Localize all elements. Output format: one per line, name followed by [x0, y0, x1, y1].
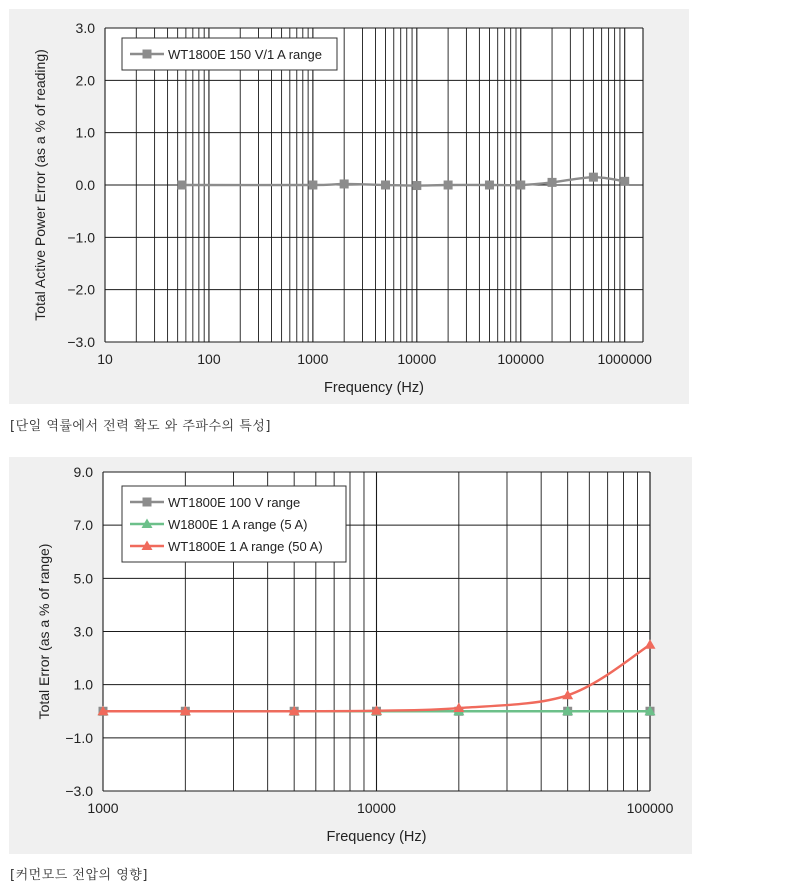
data-point: [620, 177, 629, 186]
legend-label: WT1800E 150 V/1 A range: [168, 47, 322, 62]
x-tick-label: 1000000: [597, 351, 652, 367]
data-point: [308, 181, 317, 190]
data-point: [589, 173, 598, 182]
y-tick-label: 0.0: [75, 177, 95, 193]
y-tick-label: −1.0: [67, 229, 95, 246]
y-tick-label: 1.0: [75, 124, 95, 141]
x-tick-label: 1000: [297, 351, 329, 367]
x-tick-label: 100000: [497, 351, 545, 367]
legend: [122, 38, 337, 70]
x-tick-label: 1000: [87, 800, 119, 816]
legend: [122, 486, 346, 562]
x-axis-title: Frequency (Hz): [324, 380, 424, 396]
legend-marker: [143, 50, 152, 59]
chart-2-caption: [커먼모드 전압의 영향]: [10, 868, 148, 883]
data-point: [177, 181, 186, 190]
y-tick-label: 2.0: [75, 72, 95, 89]
y-tick-label: 9.0: [73, 464, 93, 480]
chart-panel-2: [9, 457, 692, 854]
chart-2: [9, 457, 692, 854]
x-axis-title: Frequency (Hz): [326, 829, 427, 845]
y-axis-title: Total Active Power Error (as a % of reading): [32, 49, 48, 321]
y-tick-label: 3.0: [73, 623, 93, 640]
data-point: [548, 178, 557, 187]
y-tick-label: 3.0: [75, 20, 95, 36]
y-tick-label: 7.0: [73, 517, 93, 534]
legend-label: WT1800E 100 V range: [168, 495, 301, 510]
data-point: [485, 181, 494, 190]
x-tick-label: 10: [97, 351, 113, 367]
y-tick-label: −1.0: [65, 729, 93, 746]
y-axis-title: Total Error (as a % of range): [36, 543, 52, 720]
chart-1-caption: [단일 역률에서 전력 확도 와 주파수의 특성]: [10, 419, 271, 434]
data-point: [516, 181, 525, 190]
x-tick-label: 100000: [626, 800, 674, 816]
legend-label: WT1800E 1 A range (50 A): [168, 539, 323, 554]
x-tick-label: 10000: [357, 800, 396, 816]
legend-label: W1800E 1 A range (5 A): [168, 517, 308, 532]
x-tick-label: 10000: [397, 351, 437, 367]
data-point: [340, 179, 349, 188]
y-tick-label: −3.0: [67, 334, 95, 350]
x-tick-label: 100: [197, 351, 221, 367]
chart-panel-1: [9, 9, 689, 404]
y-tick-label: 1.0: [73, 676, 93, 693]
legend-marker: [143, 498, 152, 507]
y-tick-label: −3.0: [65, 783, 93, 799]
data-point: [381, 181, 390, 190]
data-point: [444, 181, 453, 190]
y-tick-label: −2.0: [67, 281, 95, 298]
data-point: [412, 181, 421, 190]
y-tick-label: 5.0: [73, 570, 93, 587]
chart-1: [9, 9, 689, 404]
